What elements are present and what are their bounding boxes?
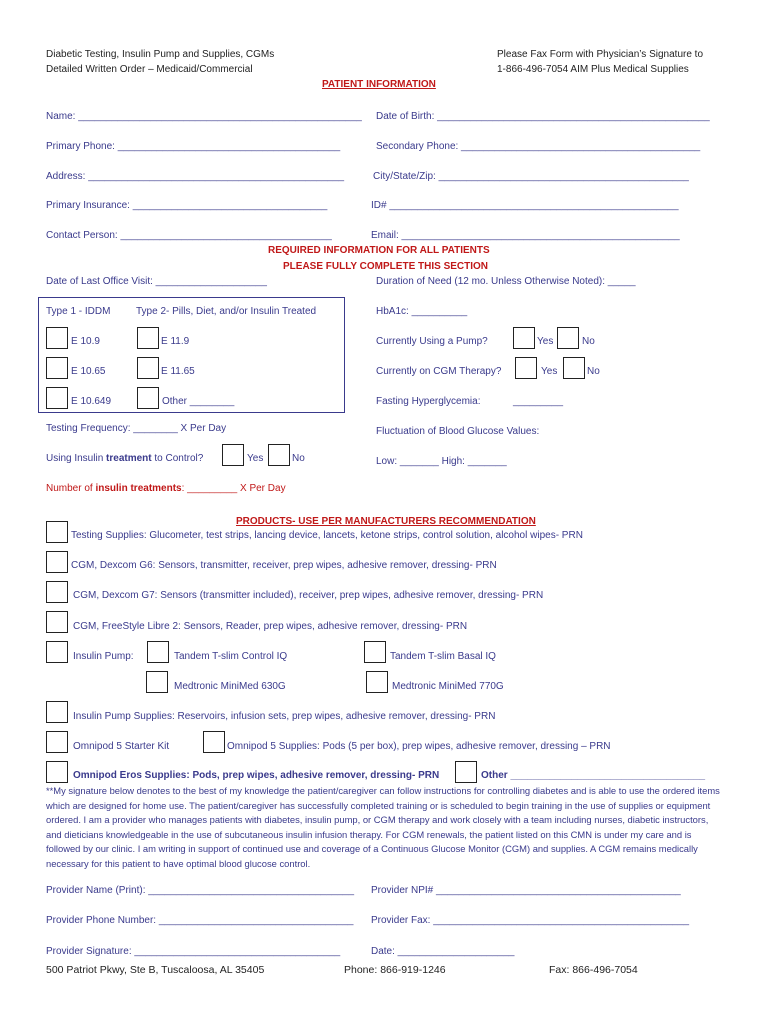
other-product-field[interactable]: Other ___________________________________ xyxy=(481,770,706,781)
insulin-pump-label: Insulin Pump: xyxy=(73,651,134,662)
testing-supplies-checkbox[interactable] xyxy=(46,521,68,543)
fasting-hyperglycemia-field[interactable]: _________ xyxy=(513,396,564,407)
fasting-hyperglycemia-label: Fasting Hyperglycemia: xyxy=(376,396,481,407)
header-form-subtitle: Detailed Written Order – Medicaid/Commercial xyxy=(46,64,253,75)
tslim-basal-iq-checkbox[interactable] xyxy=(364,641,386,663)
cgm-yes-label: Yes xyxy=(541,366,558,377)
using-insulin-question xyxy=(46,453,203,465)
cgm-question: Currently on CGM Therapy? xyxy=(376,366,502,377)
cgm-no-label: No xyxy=(587,366,600,377)
header-form-title: Diabetic Testing, Insulin Pump and Supplies, CGMs xyxy=(46,49,275,60)
other-product-checkbox[interactable] xyxy=(455,761,477,783)
email-field[interactable]: Email: __________________________________________________ xyxy=(371,230,680,241)
secondary-phone-field[interactable]: Secondary Phone: ___________________________________________ xyxy=(376,141,701,152)
footer-fax: Fax: 866-496-7054 xyxy=(549,964,638,976)
provider-phone-field[interactable]: Provider Phone Number: ___________________________________ xyxy=(46,915,354,926)
e10-65-checkbox[interactable] xyxy=(46,357,68,379)
e11-9-checkbox[interactable] xyxy=(137,327,159,349)
provider-name-field[interactable]: Provider Name (Print): _____________________________________ xyxy=(46,885,355,896)
treatments-text-a: Number of xyxy=(46,483,96,494)
provider-fax-field[interactable]: Provider Fax: ______________________________________________ xyxy=(371,915,690,926)
fluctuation-label: Fluctuation of Blood Glucose Values: xyxy=(376,426,540,437)
minimed-770g-checkbox[interactable] xyxy=(366,671,388,693)
footer-address: 500 Patriot Pkwy, Ste B, Tuscaloosa, AL 35405 xyxy=(46,964,265,976)
physician-statement: **My signature below denotes to the best of my knowledge the patient/caregiver can follow instructions for controlling diabetes and is able to use the ordered items which are designed for home use. The patient/caregiver has successfully completed training or is scheduled to begin training in the use of supplies or equipment ordered. I am a provider who manages patients with diabetes, insulin pump, or CGM therapy and work closely with a team including nurses, diabetic instructors, and dieticians knowledgeable in the use of subcutaneous insulin infusion therapy. For CGM renewals, the patient listed on this CMN is under my care and is followed by our clinic. I am writing in support of continued use and coverage of a Continuous Glucose Monitor (CGM) and supplies. A CGM remains medically necessary for this patient to have optimal blood glucose control. xyxy=(46,785,720,869)
e10-9-label: E 10.9 xyxy=(71,336,100,347)
e10-65-label: E 10.65 xyxy=(71,366,106,377)
insulin-no-label: No xyxy=(292,453,305,464)
e10-649-checkbox[interactable] xyxy=(46,387,68,409)
omnipod-supplies-checkbox[interactable] xyxy=(203,731,225,753)
number-of-treatments-field[interactable] xyxy=(46,483,286,495)
pump-supplies-checkbox[interactable] xyxy=(46,701,68,723)
omnipod-supplies-label: Omnipod 5 Supplies: Pods (5 per box), prep wipes, adhesive remover, dressing – PRN xyxy=(227,741,611,752)
e11-9-label: E 11.9 xyxy=(161,336,190,347)
tslim-basal-iq-label: Tandem T-slim Basal IQ xyxy=(390,651,496,662)
pump-yes-label: Yes xyxy=(537,336,554,347)
pump-yes-checkbox[interactable] xyxy=(513,327,535,349)
e11-65-checkbox[interactable] xyxy=(137,357,159,379)
dexcom-g6-checkbox[interactable] xyxy=(46,551,68,573)
testing-supplies-label: Testing Supplies: Glucometer, test strips, lancing device, lancets, ketone strips, control solution, alcohol wipes- PRN xyxy=(71,530,583,541)
pump-no-checkbox[interactable] xyxy=(557,327,579,349)
provider-signature-field[interactable]: Provider Signature: _____________________________________ xyxy=(46,946,341,957)
minimed-630g-checkbox[interactable] xyxy=(146,671,168,693)
treatments-text-bold: insulin treatments xyxy=(95,483,182,494)
duration-of-need-field[interactable]: Duration of Need (12 mo. Unless Otherwise Noted): _____ xyxy=(376,276,636,287)
insulin-pump-checkbox[interactable] xyxy=(46,641,68,663)
hba1c-field[interactable]: HbA1c: __________ xyxy=(376,306,468,317)
treatments-text-b: : _________ X Per Day xyxy=(181,483,286,494)
primary-insurance-field[interactable]: Primary Insurance: ___________________________________ xyxy=(46,200,328,211)
freestyle-libre-label: CGM, FreeStyle Libre 2: Sensors, Reader, prep wipes, adhesive remover, dressing- PRN xyxy=(73,621,468,632)
products-heading: PRODUCTS- USE PER MANUFACTURERS RECOMMENDATION xyxy=(236,516,536,527)
header-fax-number: 1-866-496-7054 AIM Plus Medical Supplies xyxy=(497,64,689,75)
testing-frequency-field[interactable]: Testing Frequency: ________ X Per Day xyxy=(46,423,227,434)
complete-section-heading: PLEASE FULLY COMPLETE THIS SECTION xyxy=(283,261,489,272)
minimed-630g-label: Medtronic MiniMed 630G xyxy=(174,681,286,692)
last-office-visit-field[interactable]: Date of Last Office Visit: ____________________ xyxy=(46,276,267,287)
provider-npi-field[interactable]: Provider NPI# ____________________________________________ xyxy=(371,885,681,896)
other-diagnosis-field[interactable]: Other ________ xyxy=(162,396,235,407)
dexcom-g7-label: CGM, Dexcom G7: Sensors (transmitter included), receiver, prep wipes, adhesive remover, dressing- PRN xyxy=(73,590,544,601)
type1-label: Type 1 - IDDM xyxy=(46,306,111,317)
freestyle-libre-checkbox[interactable] xyxy=(46,611,68,633)
contact-person-field[interactable]: Contact Person: ______________________________________ xyxy=(46,230,332,241)
omnipod-kit-label: Omnipod 5 Starter Kit xyxy=(73,741,170,752)
using-insulin-text-b: to Control? xyxy=(151,453,204,464)
type2-label: Type 2- Pills, Diet, and/or Insulin Treated xyxy=(136,306,317,317)
e10-9-checkbox[interactable] xyxy=(46,327,68,349)
low-high-field[interactable]: Low: _______ High: _______ xyxy=(376,456,507,467)
patient-information-title: PATIENT INFORMATION xyxy=(322,79,436,90)
using-insulin-text-bold: treatment xyxy=(106,453,152,464)
tslim-control-iq-checkbox[interactable] xyxy=(147,641,169,663)
tslim-control-iq-label: Tandem T-slim Control IQ xyxy=(174,651,288,662)
required-info-heading: REQUIRED INFORMATION FOR ALL PATIENTS xyxy=(268,245,490,256)
e10-649-label: E 10.649 xyxy=(71,396,112,407)
dexcom-g6-label: CGM, Dexcom G6: Sensors, transmitter, receiver, prep wipes, adhesive remover, dressing- PRN xyxy=(71,560,497,571)
dexcom-g7-checkbox[interactable] xyxy=(46,581,68,603)
dob-field[interactable]: Date of Birth: _________________________________________________ xyxy=(376,111,710,122)
using-insulin-text-a: Using Insulin xyxy=(46,453,107,464)
primary-phone-field[interactable]: Primary Phone: ________________________________________ xyxy=(46,141,341,152)
address-field[interactable]: Address: ______________________________________________ xyxy=(46,171,345,182)
signature-date-field[interactable]: Date: _____________________ xyxy=(371,946,515,957)
pump-supplies-label: Insulin Pump Supplies: Reservoirs, infusion sets, prep wipes, adhesive remover, dressing- PRN xyxy=(73,711,496,722)
omnipod-kit-checkbox[interactable] xyxy=(46,731,68,753)
footer-phone: Phone: 866-919-1246 xyxy=(344,964,446,976)
cgm-no-checkbox[interactable] xyxy=(563,357,585,379)
minimed-770g-label: Medtronic MiniMed 770G xyxy=(392,681,504,692)
insulin-no-checkbox[interactable] xyxy=(268,444,290,466)
city-state-zip-field[interactable]: City/State/Zip: _____________________________________________ xyxy=(373,171,689,182)
cgm-yes-checkbox[interactable] xyxy=(515,357,537,379)
other-diagnosis-checkbox[interactable] xyxy=(137,387,159,409)
header-fax-instruction: Please Fax Form with Physician’s Signature to xyxy=(497,49,704,60)
e11-65-label: E 11.65 xyxy=(161,366,195,377)
omnipod-eros-checkbox[interactable] xyxy=(46,761,68,783)
pump-no-label: No xyxy=(582,336,595,347)
insurance-id-field[interactable]: ID# ____________________________________________________ xyxy=(371,200,679,211)
omnipod-eros-label: Omnipod Eros Supplies: Pods, prep wipes, adhesive remover, dressing- PRN xyxy=(73,770,440,781)
name-field[interactable]: Name: ___________________________________________________ xyxy=(46,111,362,122)
insulin-yes-label: Yes xyxy=(247,453,264,464)
pump-question: Currently Using a Pump? xyxy=(376,336,488,347)
insulin-yes-checkbox[interactable] xyxy=(222,444,244,466)
